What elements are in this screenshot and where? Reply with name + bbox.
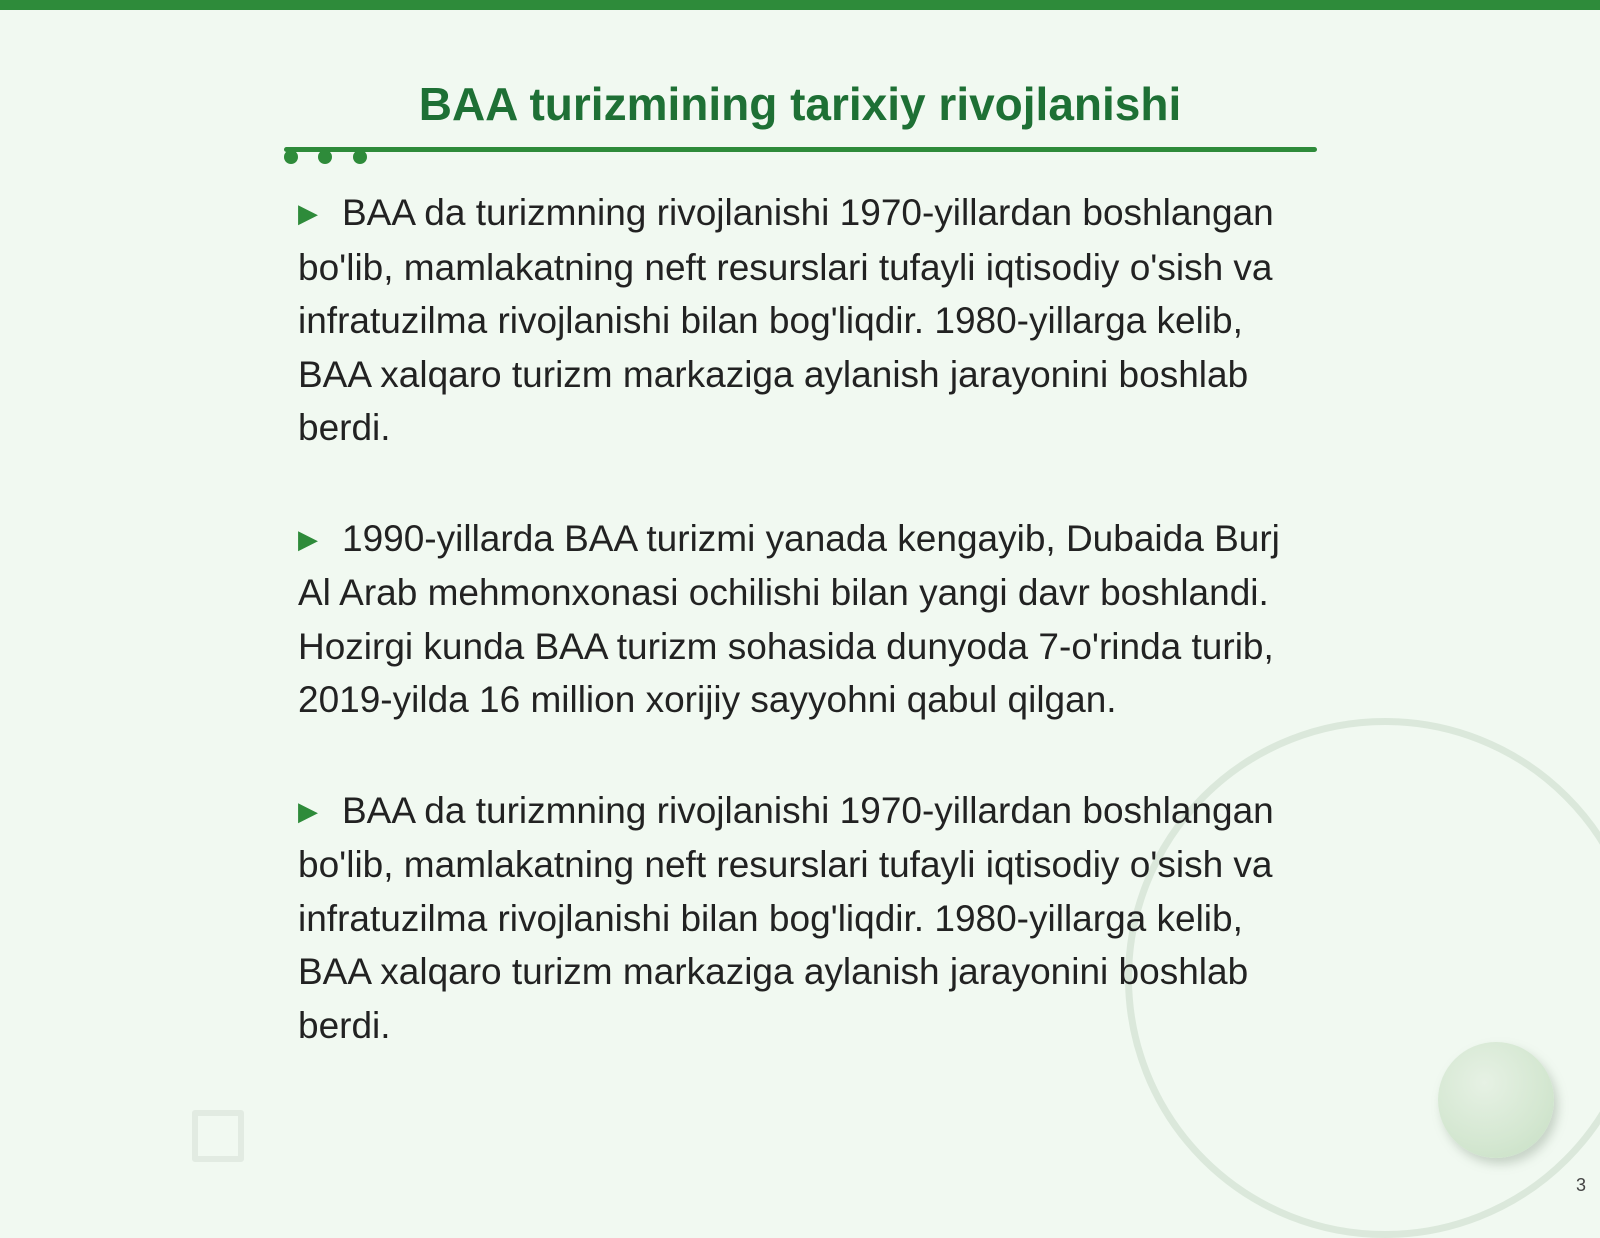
bullet-item [298,186,1308,455]
triangle-right-icon: ▶ [298,198,318,228]
triangle-right-icon: ▶ [298,795,318,826]
bullet-item [298,784,1308,1053]
decorative-square [192,1110,244,1162]
slide-title: BAA turizmining tarixiy rivojlanishi [418,78,1182,130]
decorative-dot [353,150,367,164]
page-number: 3 [1575,1175,1586,1195]
decorative-dot [284,150,298,164]
title-underline [284,147,1317,152]
triangle-right-icon: ▶ [298,523,318,554]
decorative-circle [1438,1042,1554,1158]
decorative-dot [318,150,332,164]
bullet-item [298,512,1308,727]
bullet-list [298,186,1308,1109]
bullet-text: BAA da turizmning rivojlanishi 1970-yillardan boshlangan bo'lib, mamlakatning neft resurslari tufayli iqtisodiy o'sish va infratuzilma rivojlanishi bilan bog'liqdir. 1980-yillarga kelib, BAA xalqaro turizm markaziga aylanish jarayonini boshlab berdi. [298,789,1274,1046]
bullet-text: 1990-yillarda BAA turizmi yanada kengayib, Dubaida Burj Al Arab mehmonxonasi ochilishi bilan yangi davr boshlandi. Hozirgi kunda BAA turizm sohasida dunyoda 7-o'rinda turib, 2019-yilda 16 million xorijiy sayyohni qabul qilgan. [298,517,1280,720]
bullet-text: BAA da turizmning rivojlanishi 1970-yillardan boshlangan bo'lib, mamlakatning neft resurslari tufayli iqtisodiy o'sish va infratuzilma rivojlanishi bilan bog'liqdir. 1980-yillarga kelib, BAA xalqaro turizm markaziga aylanish jarayonini boshlab berdi. [298,192,1274,448]
top-accent-bar [0,0,1600,10]
